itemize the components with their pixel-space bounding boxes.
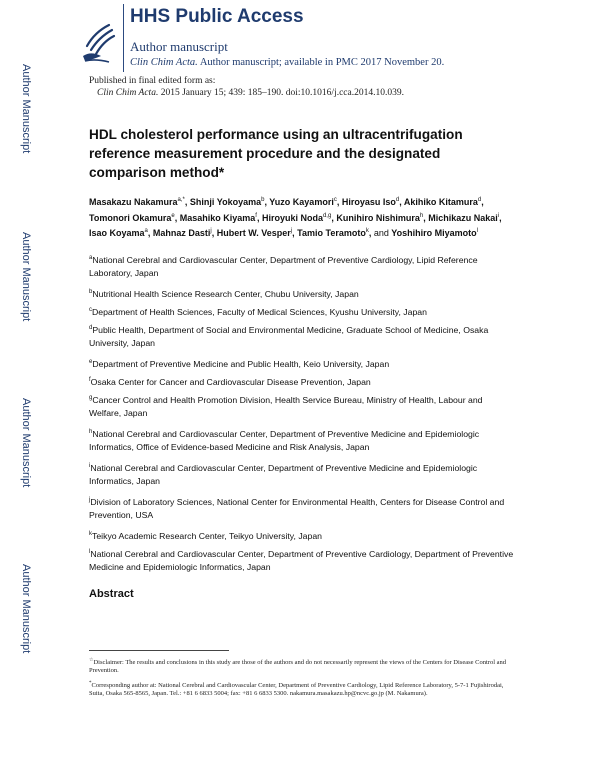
affiliation-text: Public Health, Department of Social and Environmental Medicine, Graduate School of Medicine, Osaka University, Japan [89,325,489,348]
author-name: Mahnaz Dasti [152,228,211,238]
author-affiliation-mark: a,* [177,197,185,203]
affiliation [89,460,514,488]
author-affiliation-mark: c [333,197,337,203]
affiliation-text: National Cerebral and Cardiovascular Center, Department of Preventive Cardiology, Lipid Reference Laboratory, Japan [89,255,478,278]
author-list: Masakazu Nakamura$^{a,*}$, Shinji Yokoyama$^b$, Yuzo Kayamori$^c$, Hiroyasu Iso$^d$, Akihiko Kitamura$^d$, Tomonori Okamura$^e$, Masahiko Kiyama$^f$, Hiroyuki Noda$^{d,g}$, Kunihiro Nishimura$^h$, Michikazu Nakai$^i$, Isao Koyama$^a$, Mahnaz Dasti$^j$, Hubert W. Vesper$^j$, Tamio Teramoto$^k$, and Yoshihiro Miyamoto$^l$ [89,197,502,238]
affiliation-mark: l [89,549,91,555]
author-name: Tamio Teramoto [297,228,366,238]
hhs-eagle-logo-icon [79,22,117,64]
affiliation [89,392,514,420]
author-affiliation-mark: h [419,212,424,219]
author-affiliation-mark: j [210,228,212,234]
header-availability: Author manuscript; available in PMC 2017 November 20. [199,57,445,68]
author-affiliation-mark: k [365,228,369,234]
author-name: Yuzo Kayamori [269,197,334,207]
author-name: Hiroyuki Noda [261,212,323,223]
sidebar-label: Author Manuscript [20,232,32,322]
disclaimer-text: Disclaimer: The results and conclusions in this study are those of the authors and do not necessarily represent the views of the Centers for Disease Control and Prevention. [89,659,507,675]
affiliation-text: Osaka Center for Cancer and Cardiovascular Disease Prevention, Japan [90,377,371,387]
author-affiliation-mark: i [497,212,500,219]
affiliation-text: Cancer Control and Health Promotion Division, Health Service Bureau, Ministry of Health, Labour and Welfare, Japan [89,395,483,418]
author-name: Tomonori Okamura [89,212,172,223]
author-name: Isao Koyama [89,228,145,238]
sidebar-label: Author Manuscript [20,564,32,654]
affiliation [89,426,514,454]
sidebar-label: Author Manuscript [20,398,32,488]
author-name: Hiroyasu Iso [341,197,396,207]
affiliation [89,356,514,371]
author-affiliation-mark: l [476,228,478,234]
affiliation-mark: i [89,463,91,469]
corresponding-text: Corresponding author at: National Cerebral and Cardiovascular Center, Department of Preventive Cardiology, Lipid Reference Laboratory, 5-7-1 Fujishirodai, Suita, Osaka 565-8565, Japan. Tel.: +81 6 6833 5004; fax: +81 6 6833 5300. nakamura.masakazu.hp@ncvc.go.jp (M. Nakamura). [89,682,504,698]
paper-title: HDL cholesterol performance using an ultracentrifugation reference measurement procedure and the designated comparison method* [89,127,463,180]
affiliation-mark: d [89,325,93,331]
header-subtitle: Author manuscript [130,39,228,54]
affiliation-mark: k [89,531,92,537]
affiliation [89,322,514,350]
author-affiliation-mark: b [261,197,265,203]
author-name: Michikazu Nakai [428,212,498,223]
publication-line: Published in final edited form as: [89,76,216,86]
author-and: and [373,228,389,238]
author-affiliation-mark: d,g [322,212,332,219]
affiliation-mark: h [89,429,93,435]
author-name: Yoshihiro Miyamoto [391,228,477,238]
author-affiliation-mark: j [290,228,293,234]
affiliation-mark: a [89,255,93,261]
author-name: Shinji Yokoyama [189,197,262,207]
footnote-divider [89,650,229,651]
affiliation [89,374,514,389]
author-affiliation-mark: d [477,197,482,203]
author-affiliation-mark: d [395,197,400,203]
affiliation-text: Division of Laboratory Sciences, National Center for Environmental Health, Centers for Disease Control and Prevention, USA [89,497,505,520]
affiliation-text: Nutritional Health Science Research Center, Chubu University, Japan [92,289,359,299]
abstract-heading: Abstract [89,588,134,600]
affiliation-text: Department of Health Sciences, Faculty of Medical Sciences, Kyushu University, Japan [92,307,427,317]
affiliation-text: National Cerebral and Cardiovascular Center, Department of Preventive Medicine and Epidemiologic Informatics, Office of Evidence-based Medicine and Risk Analysis, Japan [89,429,480,452]
author-affiliation-mark: f [255,212,257,219]
header-journal-abbrev: Clin Chim Acta. [130,57,198,68]
affiliation-mark: j [89,497,91,503]
publication-citation [97,88,404,98]
author-name: Hubert W. Vesper [216,228,291,238]
affiliation [89,304,514,319]
header-journal-line [130,57,444,68]
sidebar-label: Author Manuscript [20,64,32,154]
publication-details: 2015 January 15; 439: 185–190. doi:10.1016/j.cca.2014.10.039. [160,88,404,98]
author-name: Kunihiro Nishimura [336,212,420,223]
header-divider [123,4,124,72]
affiliation-mark: c [89,307,92,313]
author-affiliation-mark: a [144,228,148,234]
affiliation-text: National Cerebral and Cardiovascular Center, Department of Preventive Cardiology, Department of Preventive Medicine and Epidemiologic Informatics, Japan [89,549,514,572]
disclaimer-footnote [89,657,509,676]
footnote-mark: * [89,681,92,686]
corresponding-footnote [89,680,509,699]
affiliation-mark: f [89,377,91,383]
author-name: Masakazu Nakamura [89,197,178,207]
publication-journal: Clin Chim Acta. [97,88,159,98]
affiliation-mark: e [89,359,93,365]
affiliation [89,494,514,522]
affiliation-text: Department of Preventive Medicine and Public Health, Keio University, Japan [92,359,390,369]
affiliation [89,252,514,280]
author-name: Akihiko Kitamura [403,197,478,207]
affiliation-text: National Cerebral and Cardiovascular Center, Department of Preventive Medicine and Epidemiologic Informatics, Japan [89,463,478,486]
affiliation [89,286,514,301]
affiliation-text: Teikyo Academic Research Center, Teikyo University, Japan [92,531,322,541]
author-name: Masahiko Kiyama [179,212,256,223]
author-affiliation-mark: e [171,212,175,219]
affiliation-mark: b [89,289,93,295]
affiliation [89,528,514,543]
affiliation-mark: g [89,395,93,401]
affiliation [89,546,514,574]
footnote-mark: ☆ [89,658,94,663]
header-title: HHS Public Access [130,6,304,27]
